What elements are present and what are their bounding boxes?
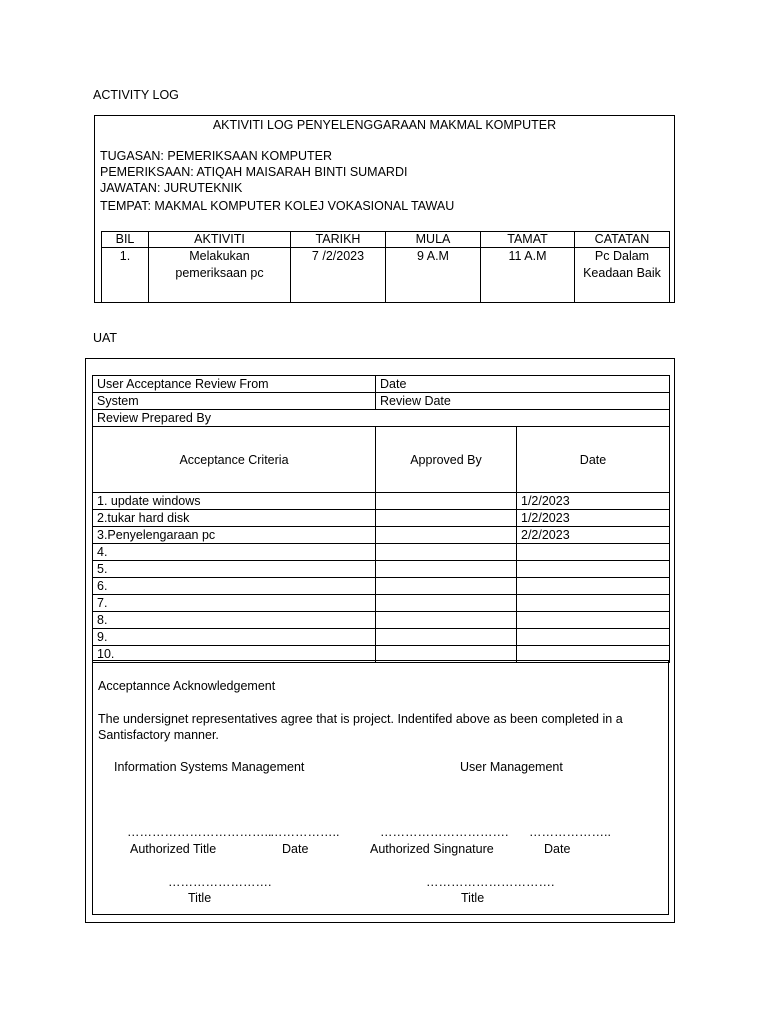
criteria-cell: 10. bbox=[93, 646, 376, 663]
criteria-cell: 4. bbox=[93, 544, 376, 561]
table-row bbox=[93, 629, 670, 646]
review-from-label: User Acceptance Review From bbox=[93, 376, 376, 393]
criteria-cell: 6. bbox=[93, 578, 376, 595]
title1-label: Title bbox=[188, 891, 212, 905]
um-label: User Management bbox=[460, 760, 563, 774]
approved-cell bbox=[376, 612, 517, 629]
acknowledgement-box bbox=[92, 660, 669, 915]
date2-dots: ……………….. bbox=[529, 825, 611, 839]
ack-text: The undersignet representatives agree that is project. Indentifed above as been completed in a Santisfactory manner. bbox=[98, 712, 623, 742]
activity-table bbox=[101, 231, 670, 303]
col-aktiviti: AKTIVITI bbox=[149, 232, 291, 248]
prepared-by-label: Review Prepared By bbox=[93, 410, 670, 427]
auth-sig-label: Authorized Singnature bbox=[370, 842, 494, 856]
date1-label: Date bbox=[282, 842, 309, 856]
ack-title: Acceptannce Acknowledgement bbox=[98, 679, 276, 693]
approved-cell bbox=[376, 629, 517, 646]
criteria-cell: 9. bbox=[93, 629, 376, 646]
date-cell: 1/2/2023 bbox=[517, 493, 670, 510]
auth-sig-dots: …………………………. bbox=[380, 825, 509, 839]
criteria-cell: 3.Penyelengaraan pc bbox=[93, 527, 376, 544]
approved-cell bbox=[376, 510, 517, 527]
col-mula: MULA bbox=[386, 232, 481, 248]
date-cell bbox=[517, 595, 670, 612]
col-bil: BIL bbox=[102, 232, 149, 248]
ism-label: Information Systems Management bbox=[114, 760, 305, 774]
date-cell: 2/2/2023 bbox=[517, 527, 670, 544]
table-row bbox=[93, 612, 670, 629]
uat-title: UAT bbox=[93, 331, 118, 345]
date-cell bbox=[517, 612, 670, 629]
pemeriksaan-line: PEMERIKSAAN: ATIQAH MAISARAH BINTI SUMARDI bbox=[100, 165, 408, 179]
table-row bbox=[93, 595, 670, 612]
criteria-cell: 2.tukar hard disk bbox=[93, 510, 376, 527]
date-cell bbox=[517, 578, 670, 595]
date-cell: 1/2/2023 bbox=[517, 510, 670, 527]
criteria-cell: 1. update windows bbox=[93, 493, 376, 510]
approved-cell bbox=[376, 544, 517, 561]
activity-table-header bbox=[102, 232, 670, 248]
col-catatan: CATATAN bbox=[575, 232, 670, 248]
date-cell bbox=[517, 544, 670, 561]
date-cell bbox=[517, 561, 670, 578]
tempat-line: TEMPAT: MAKMAL KOMPUTER KOLEJ VOKASIONAL TAWAU bbox=[100, 199, 455, 213]
table-row bbox=[93, 578, 670, 595]
approved-cell bbox=[376, 595, 517, 612]
col-tarikh: TARIKH bbox=[291, 232, 386, 248]
approved-header: Approved By bbox=[376, 427, 517, 493]
uat-criteria-header bbox=[93, 427, 670, 493]
criteria-cell: 8. bbox=[93, 612, 376, 629]
title1-dots: ……………………. bbox=[168, 875, 272, 889]
activity-log-title: ACTIVITY LOG bbox=[93, 88, 179, 102]
jawatan-line: JAWATAN: JURUTEKNIK bbox=[100, 181, 243, 195]
title2-dots: …………………………. bbox=[426, 875, 555, 889]
auth-title-dots: …………………………….. bbox=[127, 825, 272, 839]
approved-cell bbox=[376, 527, 517, 544]
criteria-header: Acceptance Criteria bbox=[93, 427, 376, 493]
table-row bbox=[93, 493, 670, 510]
cell-catatan: Pc Dalam Keadaan Baik bbox=[575, 248, 670, 303]
cell-mula: 9 A.M bbox=[386, 248, 481, 303]
date2-label: Date bbox=[544, 842, 571, 856]
col-tamat: TAMAT bbox=[481, 232, 575, 248]
criteria-cell: 7. bbox=[93, 595, 376, 612]
activity-log-heading: AKTIVITI LOG PENYELENGGARAAN MAKMAL KOMPUTER bbox=[212, 118, 557, 132]
table-row bbox=[93, 527, 670, 544]
system-label: System bbox=[93, 393, 376, 410]
activity-log-box bbox=[94, 115, 675, 303]
activity-table-row bbox=[102, 248, 670, 303]
criteria-cell: 5. bbox=[93, 561, 376, 578]
approved-cell bbox=[376, 578, 517, 595]
auth-title-label: Authorized Title bbox=[130, 842, 217, 856]
date-cell bbox=[517, 629, 670, 646]
cell-bil: 1. bbox=[102, 248, 149, 303]
tugasan-line: TUGASAN: PEMERIKSAAN KOMPUTER bbox=[100, 149, 332, 163]
table-row bbox=[93, 510, 670, 527]
uat-table bbox=[92, 375, 670, 663]
cell-tamat: 11 A.M bbox=[481, 248, 575, 303]
date-label: Date bbox=[376, 376, 670, 393]
approved-cell bbox=[376, 561, 517, 578]
cell-tarikh: 7 /2/2023 bbox=[291, 248, 386, 303]
date1-dots: …………….. bbox=[270, 825, 340, 839]
table-row bbox=[93, 561, 670, 578]
table-row bbox=[93, 544, 670, 561]
title2-label: Title bbox=[461, 891, 485, 905]
cell-aktiviti: Melakukan pemeriksaan pc bbox=[149, 248, 291, 303]
review-date-label: Review Date bbox=[376, 393, 670, 410]
approved-cell bbox=[376, 493, 517, 510]
date-header: Date bbox=[517, 427, 670, 493]
